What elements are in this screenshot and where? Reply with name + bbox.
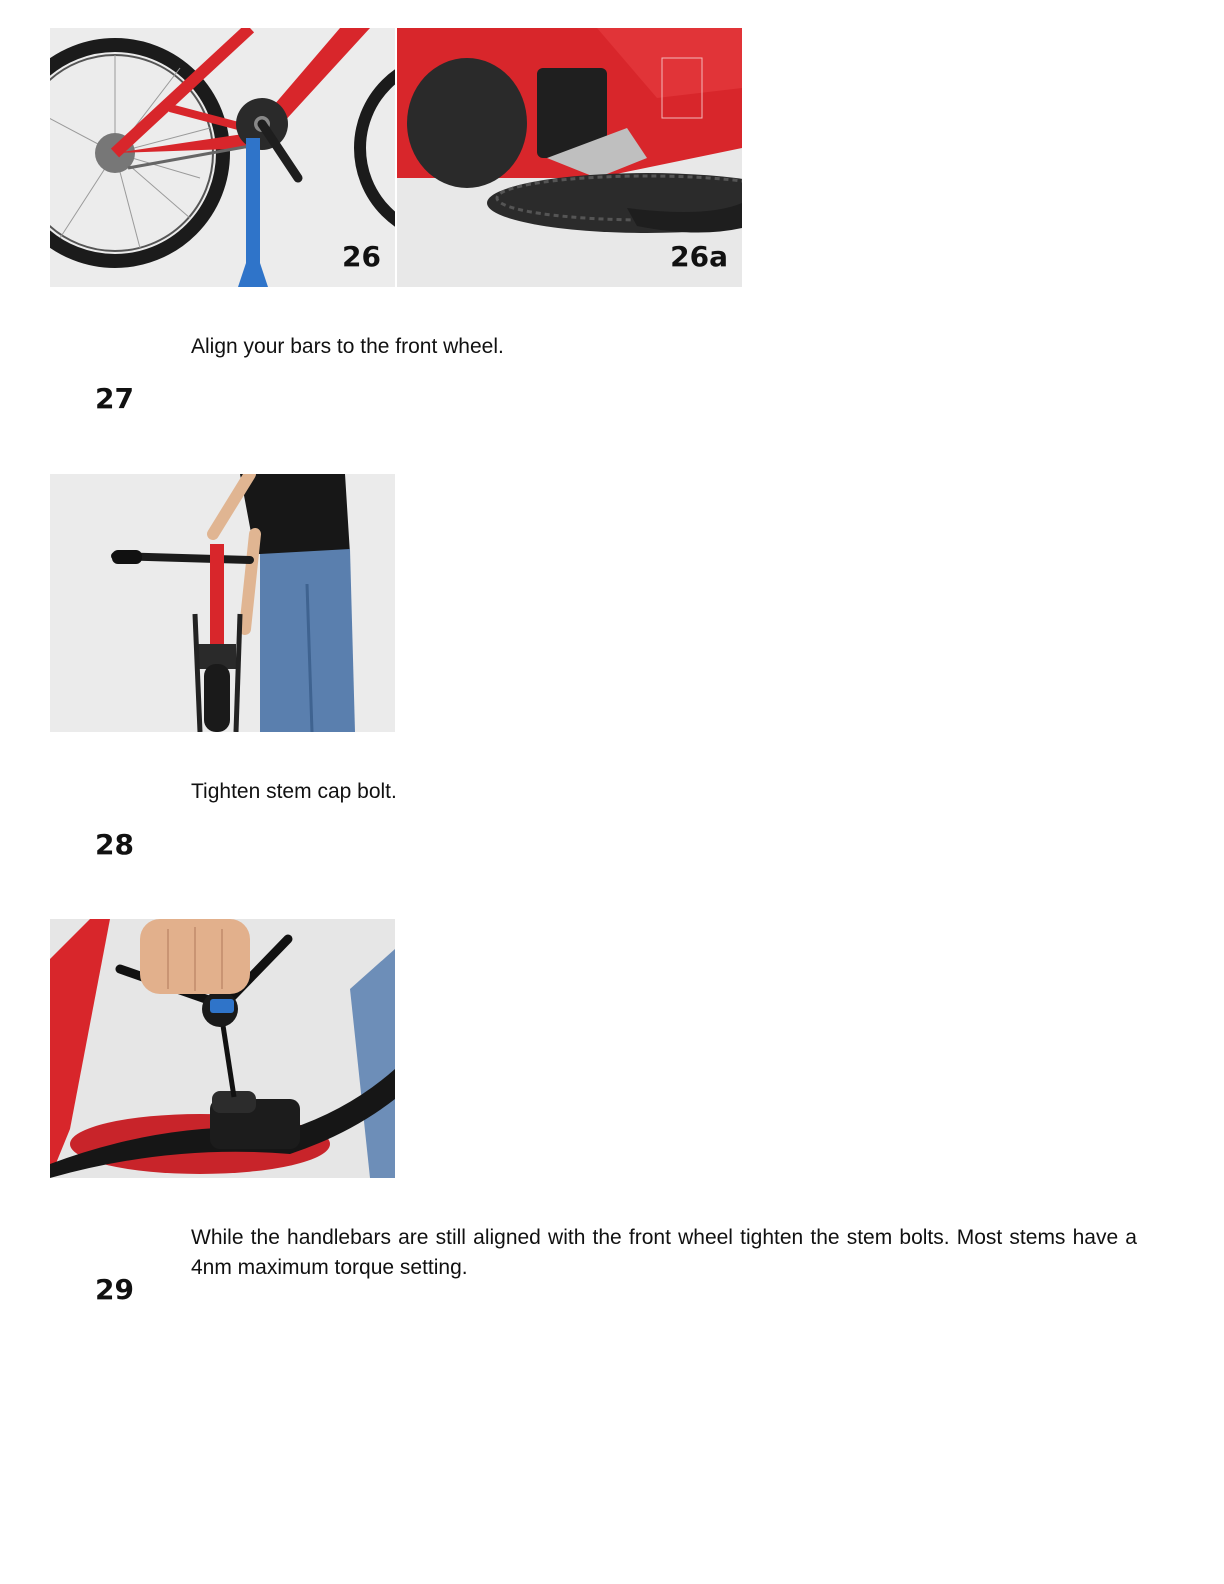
step-27-number: 27 <box>95 382 134 415</box>
photo-label-26: 26 <box>342 240 381 273</box>
photo-tighten-stem-cap <box>50 919 395 1178</box>
photo-align-handlebars <box>50 474 395 732</box>
photo-26-bike-side-view <box>50 28 395 287</box>
stem-cap-illustration <box>50 919 395 1178</box>
photo-26a-derailleur-closeup <box>397 28 742 287</box>
photo-label-26a: 26a <box>670 240 728 273</box>
align-handlebars-illustration <box>50 474 395 732</box>
step-28-number: 28 <box>95 828 134 861</box>
step-29-number: 29 <box>95 1273 134 1306</box>
step-28-instruction: Tighten stem cap bolt. <box>191 780 397 803</box>
step-27-instruction: Align your bars to the front wheel. <box>191 335 504 358</box>
step-29-instruction: While the handlebars are still aligned with the front wheel tighten the stem bolts. Most stems have a 4nm maximum torque setting. <box>191 1226 1137 1279</box>
